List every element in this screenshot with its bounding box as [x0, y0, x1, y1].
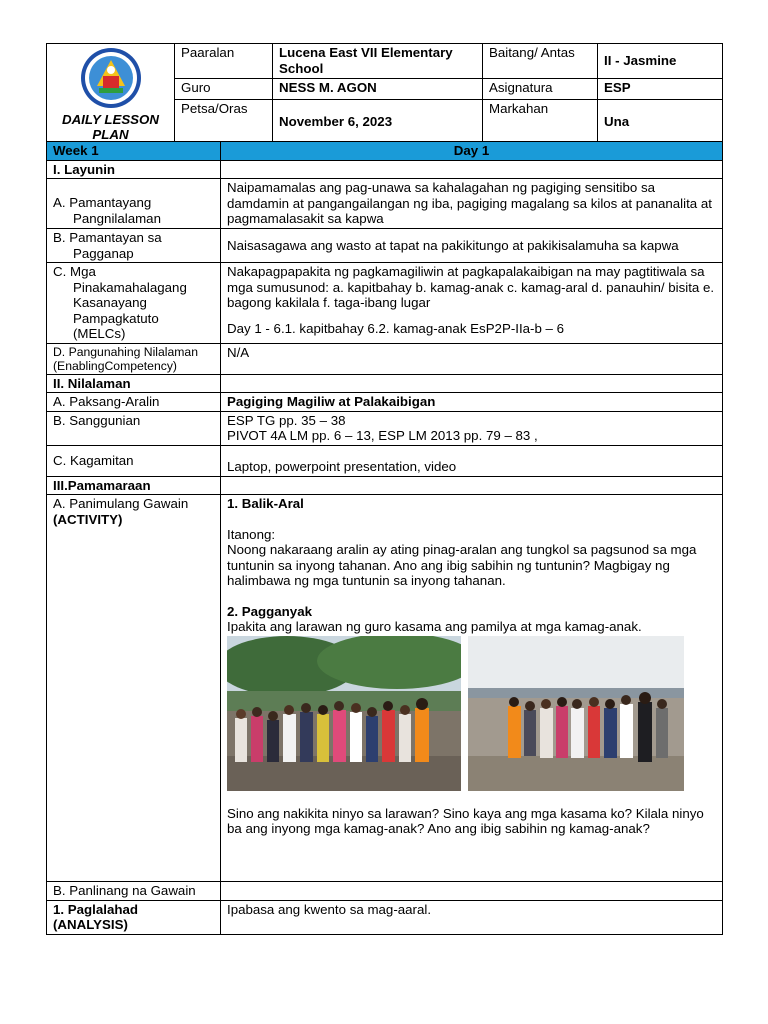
empty-cell	[221, 476, 723, 495]
label-line: Pampagkatuto	[73, 310, 159, 326]
lesson-plan-table	[46, 141, 723, 935]
document-title: DAILY LESSON PLAN	[61, 112, 160, 142]
empty-cell	[221, 374, 723, 393]
label-line: Pinakamahalagang	[73, 279, 187, 295]
nilalaman-heading: II. Nilalaman	[47, 374, 221, 393]
itanong-label: Itanong:	[227, 526, 276, 542]
reflection-questions: Sino ang nakikita ninyo sa larawan? Sino kaya ang mga kasama ko? Kilala ninyo ba ang inyong mga kamag-anak? Ano ang ibig sabihin ng kamag-anak?	[227, 805, 704, 836]
school-seal-logo	[75, 46, 147, 110]
paglalahad-label	[47, 900, 221, 934]
label-line: 1. Paglalahad	[53, 901, 138, 917]
label-line: (ANALYSIS)	[53, 917, 128, 932]
quarter-value: Una	[598, 99, 723, 144]
school-value: Lucena East VII Elementary School	[273, 44, 483, 79]
quarter-label: Markahan	[483, 99, 598, 144]
paglalahad-value: Ipabasa ang kwento sa mag-aaral.	[221, 900, 723, 934]
panimulang-gawain-label	[47, 495, 221, 882]
melcs-text: Nakapagpapakita ng pagkamagiliwin at pagkapalakaibigan na may pagtitiwala sa mga sumusunod: a. kapitbahay b. kamag-anak c. kamag-aral d. panauhin/ bisita e. bagong kakilala f. taga-ibang lugar	[227, 264, 715, 310]
balik-aral-text: Noong nakaraang aralin ay ating pinag-aralan ang tungkol sa pagsunod sa mga tuntunin sa inyong tahanan. Ano ang ibig sabihin ng tuntunin? Magbigay ng halimbawa ng mga tuntunin sa inyong tahanan.	[227, 542, 697, 588]
paksang-aralin-label: A. Paksang-Aralin	[47, 393, 221, 412]
logo-cell	[47, 44, 175, 145]
kagamitan-value: Laptop, powerpoint presentation, video	[221, 445, 723, 476]
label-line: Kasanayang	[73, 295, 147, 310]
label-line: B. Pamantayan sa	[53, 230, 162, 245]
layunin-heading: I. Layunin	[47, 160, 221, 179]
reference-line: PIVOT 4A LM pp. 6 – 13, ESP LM 2013 pp. 79 – 83 ,	[227, 428, 538, 443]
label-line: A. Pamantayang	[53, 195, 152, 210]
label-line: C. Mga	[53, 264, 96, 279]
empty-cell	[221, 160, 723, 179]
school-label: Paaralan	[175, 44, 273, 79]
family-photo-1	[227, 636, 461, 791]
header-table	[46, 43, 723, 145]
sanggunian-label: B. Sanggunian	[47, 411, 221, 445]
balik-aral-heading: 1. Balik-Aral	[227, 496, 304, 511]
family-photo-2	[468, 636, 684, 791]
enabling-competency-label	[47, 343, 221, 374]
day-label: Day 1	[221, 142, 723, 161]
grade-label: Baitang/ Antas	[483, 44, 598, 79]
panlinang-label: B. Panlinang na Gawain	[47, 882, 221, 901]
week-bar	[47, 142, 723, 161]
label-line: D. Pangunahing Nilalaman	[53, 344, 198, 359]
grade-value: II - Jasmine	[598, 44, 723, 79]
teacher-value: NESS M. AGON	[273, 79, 483, 100]
panimulang-gawain-content	[221, 495, 723, 882]
melcs-value	[221, 263, 723, 344]
pamamaraan-heading: III.Pamamaraan	[47, 476, 221, 495]
pamantayan-sa-pagganap-label	[47, 229, 221, 263]
paksang-aralin-value: Pagiging Magiliw at Palakaibigan	[221, 393, 723, 412]
label-line: Pagganap	[73, 245, 134, 261]
enabling-competency-value: N/A	[221, 343, 723, 374]
label-line: (MELCs)	[73, 326, 126, 341]
subject-label: Asignatura	[483, 79, 598, 100]
empty-cell	[221, 882, 723, 901]
date-value: November 6, 2023	[273, 99, 483, 144]
melcs-label	[47, 263, 221, 344]
label-line: Pangnilalaman	[73, 210, 161, 226]
label-line: (EnablingCompetency)	[53, 358, 177, 373]
teacher-label: Guro	[175, 79, 273, 100]
pamantayang-pangnilalaman-value: Naipamamalas ang pag-unawa sa kahalagahan ng pagiging sensitibo sa damdamin at pangangailangan ng iba, pagiging magalang sa kilos at pananalita at pagmamalasakit sa kapwa	[221, 179, 723, 229]
pagganyak-text: Ipakita ang larawan ng guro kasama ang pamilya at mga kamag-anak.	[227, 619, 642, 634]
melcs-code: Day 1 - 6.1. kapitbahay 6.2. kamag-anak EsP2P-IIa-b – 6	[227, 320, 565, 336]
photo-row	[227, 636, 716, 792]
kagamitan-label: C. Kagamitan	[47, 445, 221, 476]
sanggunian-value	[221, 411, 723, 445]
label-line: (ACTIVITY)	[53, 511, 123, 527]
subject-value: ESP	[598, 79, 723, 100]
week-label: Week 1	[47, 142, 221, 161]
pamantayan-sa-pagganap-value: Naisasagawa ang wasto at tapat na pakikitungo at pakikisalamuha sa kapwa	[221, 229, 723, 263]
reference-line: ESP TG pp. 35 – 38	[227, 412, 346, 428]
label-line: A. Panimulang Gawain	[53, 496, 189, 511]
pagganyak-heading: 2. Pagganyak	[227, 603, 312, 619]
date-label: Petsa/Oras	[175, 99, 273, 144]
pamantayang-pangnilalaman-label	[47, 179, 221, 229]
